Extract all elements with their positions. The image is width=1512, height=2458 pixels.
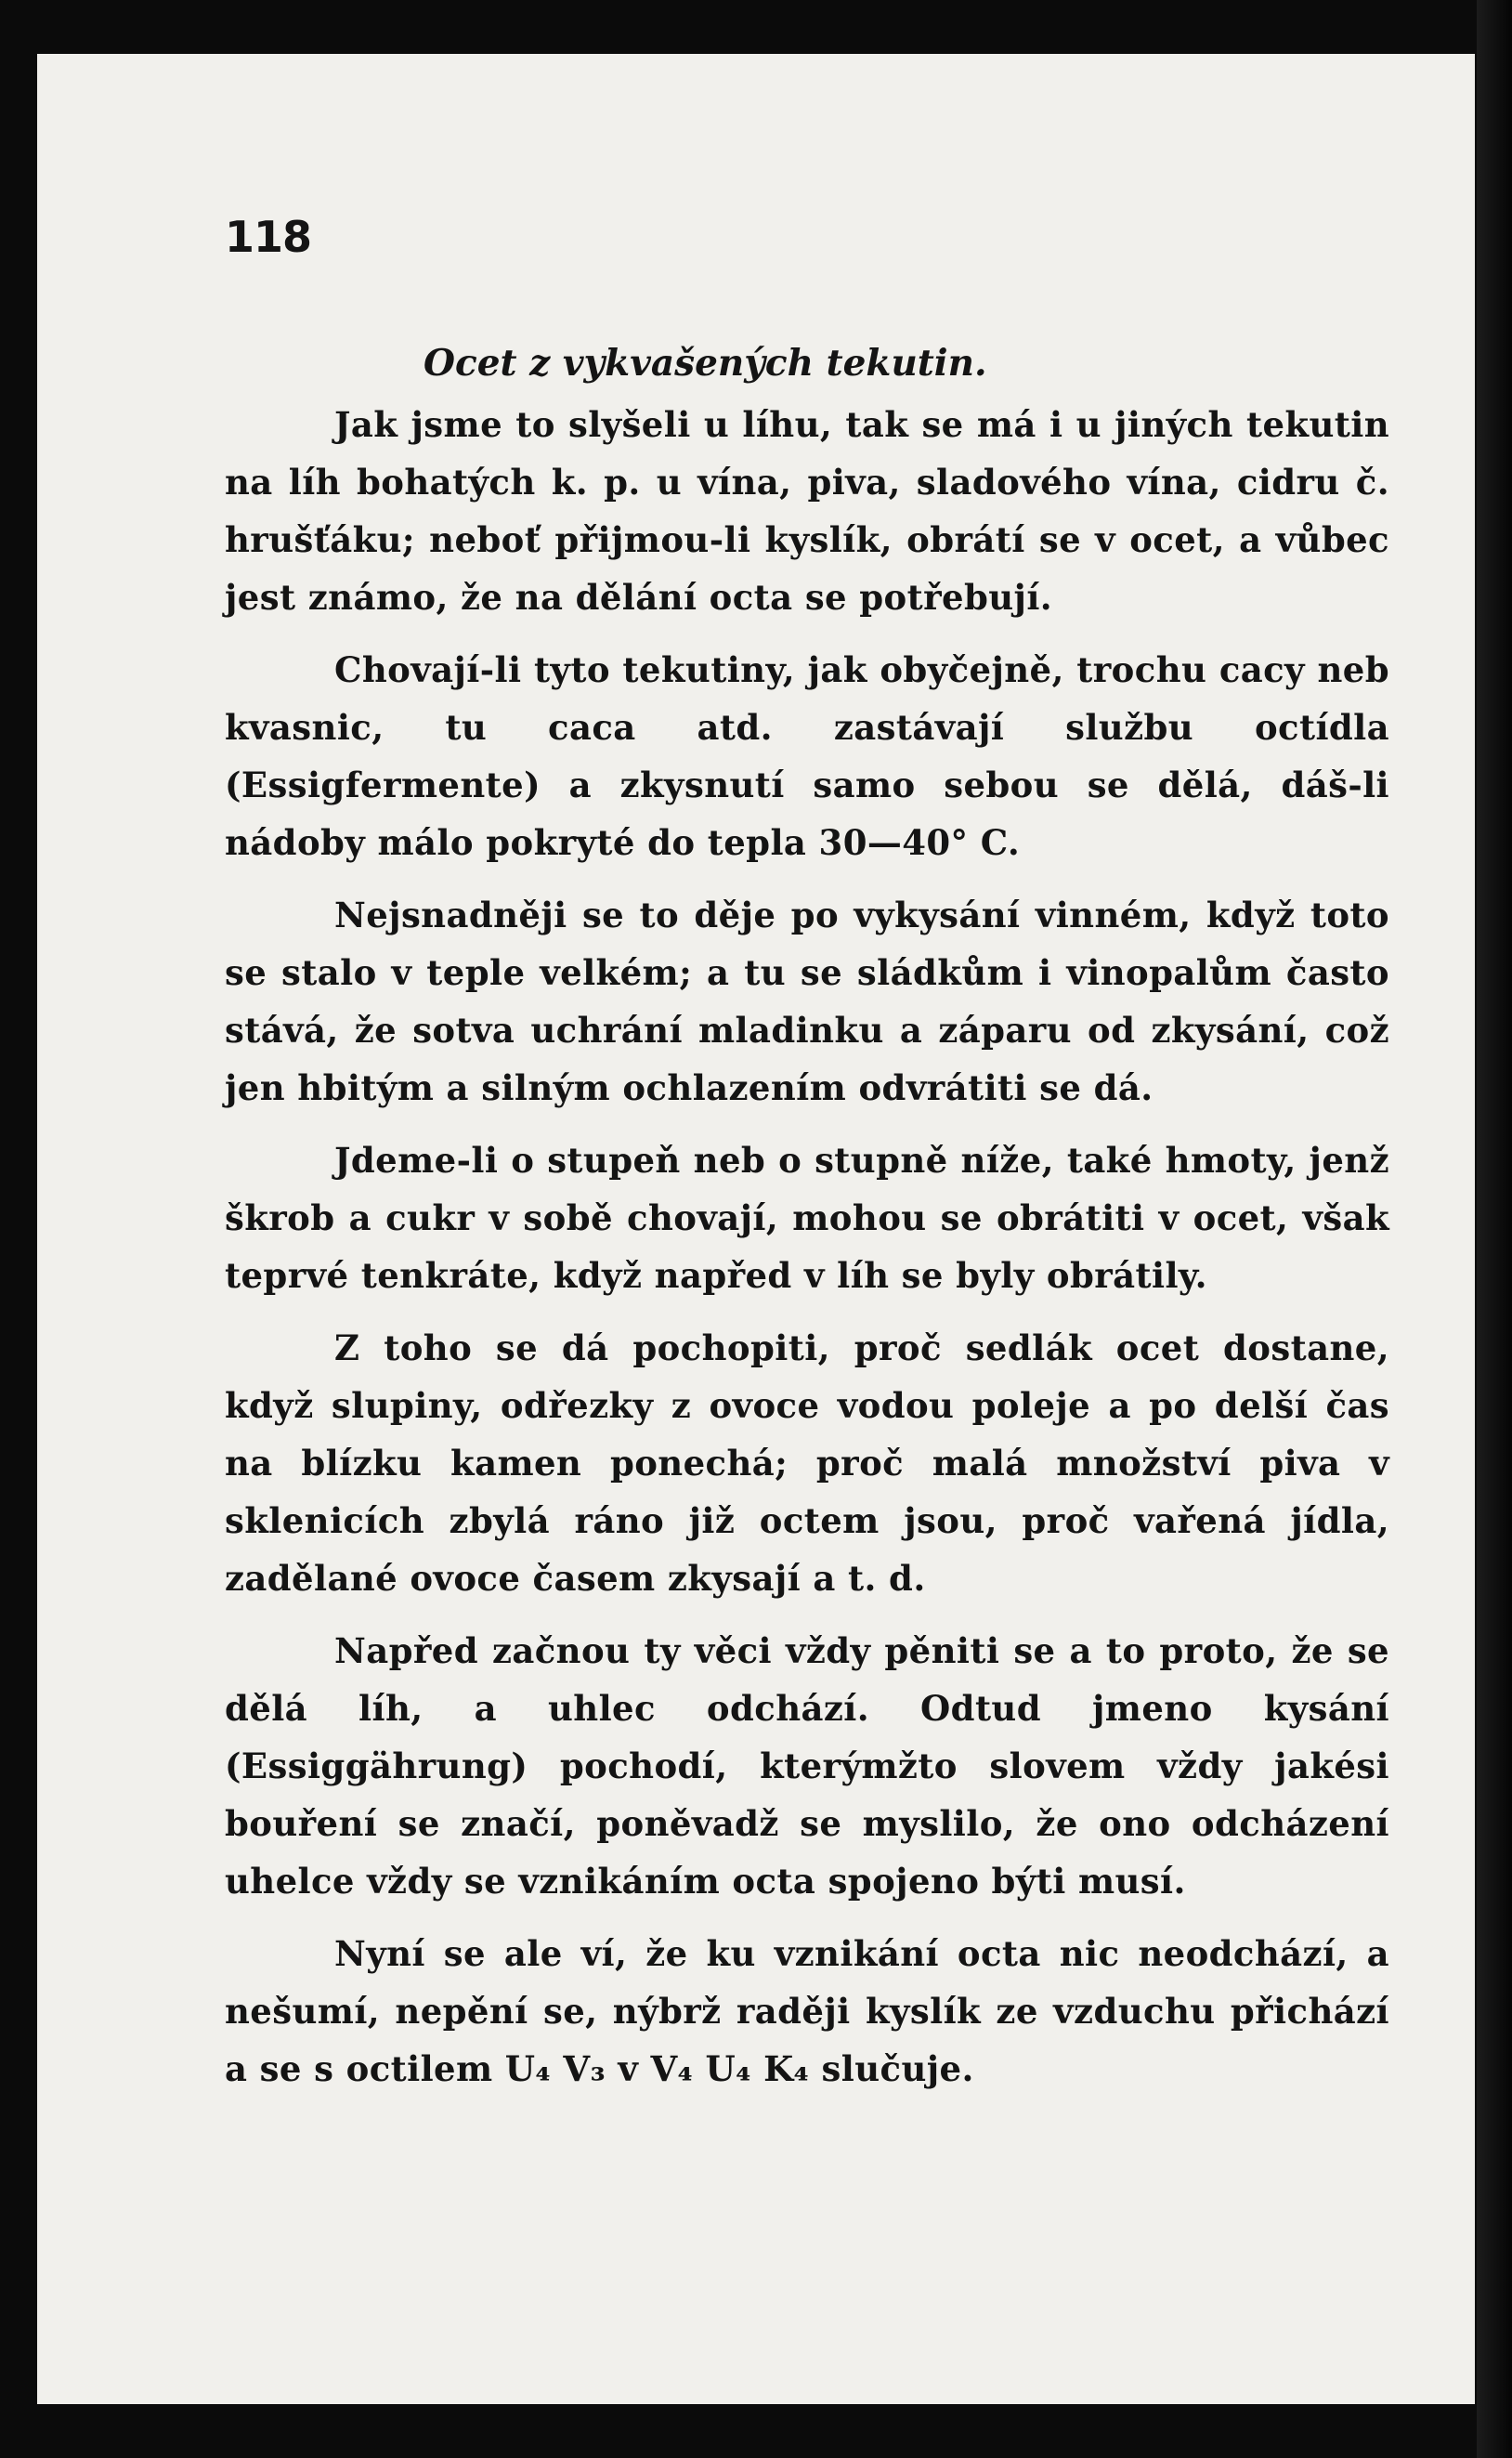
page-number: 118 [225,212,312,262]
paragraph-6: Napřed začnou ty věci vždy pěniti se a to proto, že se dělá líh, a uhlec odchází. Odtud jmeno kysání (Essiggährung) pochodí, kterýmžto slovem vždy jakési bouření se značí, poněvadž se myslilo, že ono odcházení uhelce vždy se vznikáním octa spojeno býti musí. [225,1630,1389,1902]
scan-edge [1477,0,1512,2458]
paragraph-4: Jdeme-li o stupeň neb o stupně níže, také hmoty, jenž škrob a cukr v sobě chovají, mohou se obrátiti v ocet, však teprvé tenkráte, když napřed v líh se byly obrátily. [225,1140,1389,1296]
paragraph-2: Chovají-li tyto tekutiny, jak obyčejně, trochu cacy neb kvasnic, tu caca atd. zastávají službu octídla (Essigfermente) a zkysnutí samo sebou se dělá, dáš-li nádoby málo pokryté do tepla 30—40° C. [225,649,1389,863]
book-page [37,54,1475,2404]
paragraph-3: Nejsnadněji se to děje po vykysání vinném, když toto se stalo v teple velkém; a tu se sládkům i vinopalům často stává, že sotva uchrání mladinku a záparu od zkysání, což jen hbitým a silným ochlazením odvrátiti se dá. [225,895,1389,1108]
paragraph-5: Z toho se dá pochopiti, proč sedlák ocet dostane, když slupiny, odřezky z ovoce vodou poleje a po delší čas na blízku kamen ponechá; proč malá množství piva v sklenicích zbylá ráno již octem jsou, proč vařená jídla, zadělané ovoce časem zkysají a t. d. [225,1327,1389,1599]
paragraph-1: Jak jsme to slyšeli u líhu, tak se má i u jiných tekutin na líh bohatých k. p. u vína, piva, sladového vína, cidru č. hrušťáku; neboť přijmou-li kyslík, obrátí se v ocet, a vůbec jest známo, že na dělání octa se potřebují. [225,404,1389,618]
section-heading: Ocet z vykvašených tekutin. [424,342,987,385]
paragraph-7: Nyní se ale ví, že ku vznikání octa nic neodchází, a nešumí, nepění se, nýbrž raději kyslík ze vzduchu přichází a se s octilem U₄ V₃ v V₄ U₄ K₄ slučuje. [225,1933,1389,2089]
